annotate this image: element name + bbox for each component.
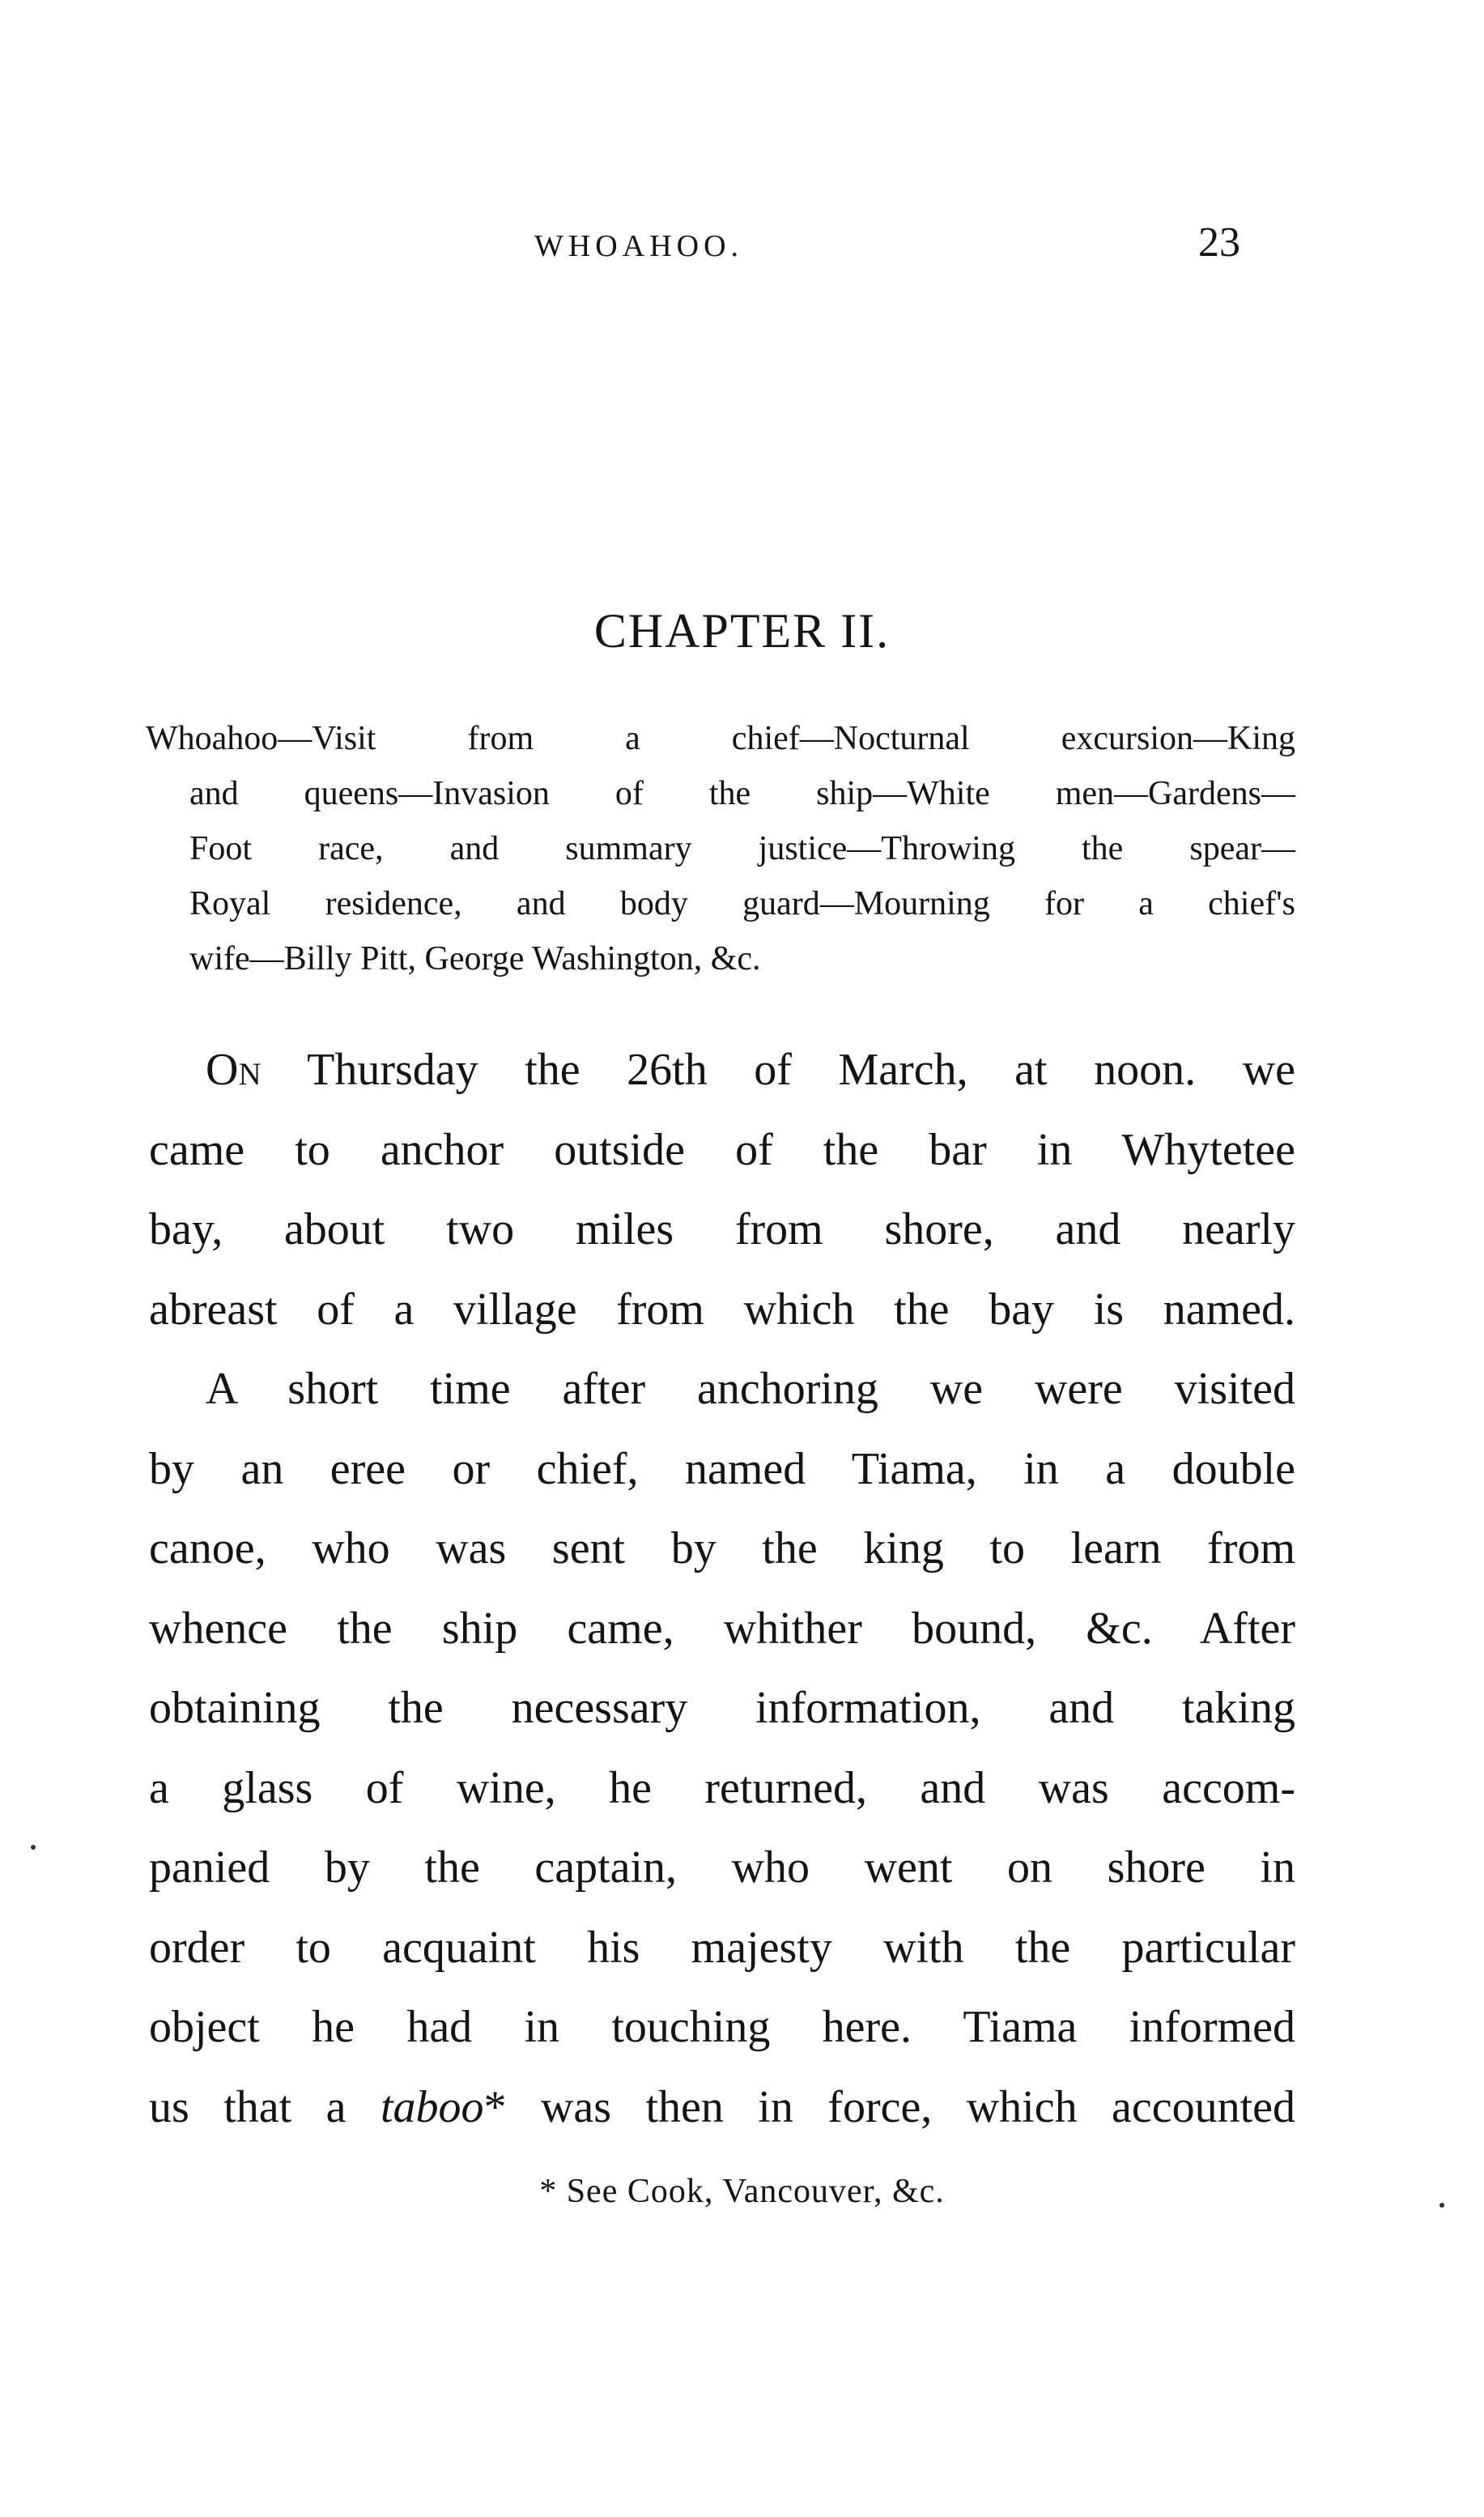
paragraph-line — [149, 2068, 1295, 2148]
scan-speck — [31, 1845, 36, 1850]
paragraph-line: whence the ship came, whither bound, &c. After — [149, 1603, 1295, 1654]
drop-small-caps: On — [206, 1045, 262, 1095]
chapter-summary — [146, 711, 1295, 986]
paragraph-line: came to anchor outside of the bar in Whytetee — [149, 1124, 1295, 1175]
scan-speck — [1439, 2203, 1444, 2208]
italic-term: taboo — [380, 2081, 484, 2132]
paragraph-line: A short time after anchoring we were visited — [206, 1364, 1295, 1414]
paragraph-line: abreast of a village from which the bay is named. — [149, 1284, 1295, 1335]
paragraph-line-text: us that a — [149, 2081, 381, 2132]
paragraph-line: canoe, who was sent by the king to learn from — [149, 1523, 1295, 1574]
summary-line: wife—Billy Pitt, George Washington, &c. — [189, 940, 761, 977]
paragraph-line: by an eree or chief, named Tiama, in a double — [149, 1443, 1295, 1494]
running-head: WHOAHOO. — [534, 229, 744, 263]
paragraph-line — [149, 1030, 1295, 1110]
paragraph-line: a glass of wine, he returned, and was accom- — [149, 1762, 1295, 1813]
paragraph-line: order to acquaint his majesty with the particular — [149, 1922, 1295, 1973]
summary-line: and queens—Invasion of the ship—White men—Gardens— — [189, 775, 1295, 812]
paragraph-line: bay, about two miles from shore, and nearly — [149, 1204, 1295, 1254]
body-text — [149, 1030, 1295, 2147]
summary-line: Royal residence, and body guard—Mourning for a chief's — [189, 885, 1295, 922]
paragraph-line: panied by the captain, who went on shore in — [149, 1842, 1295, 1893]
page-number: 23 — [1198, 219, 1240, 266]
chapter-title: CHAPTER II. — [593, 604, 891, 658]
paragraph-line: obtaining the necessary information, and taking — [149, 1683, 1295, 1733]
summary-line: Whoahoo—Visit from a chief—Nocturnal excursion—King — [146, 720, 1295, 757]
summary-line: Foot race, and summary justice—Throwing the spear— — [189, 830, 1295, 867]
paragraph-line-text: Thursday the 26th of March, at noon. we — [261, 1045, 1295, 1095]
paragraph-line: object he had in touching here. Tiama informed — [149, 2002, 1295, 2052]
footnote-marker: * — [483, 2081, 507, 2132]
paragraph-line-text: was then in force, which accounted — [506, 2081, 1296, 2132]
footnote: * See Cook, Vancouver, &c. — [539, 2173, 945, 2210]
